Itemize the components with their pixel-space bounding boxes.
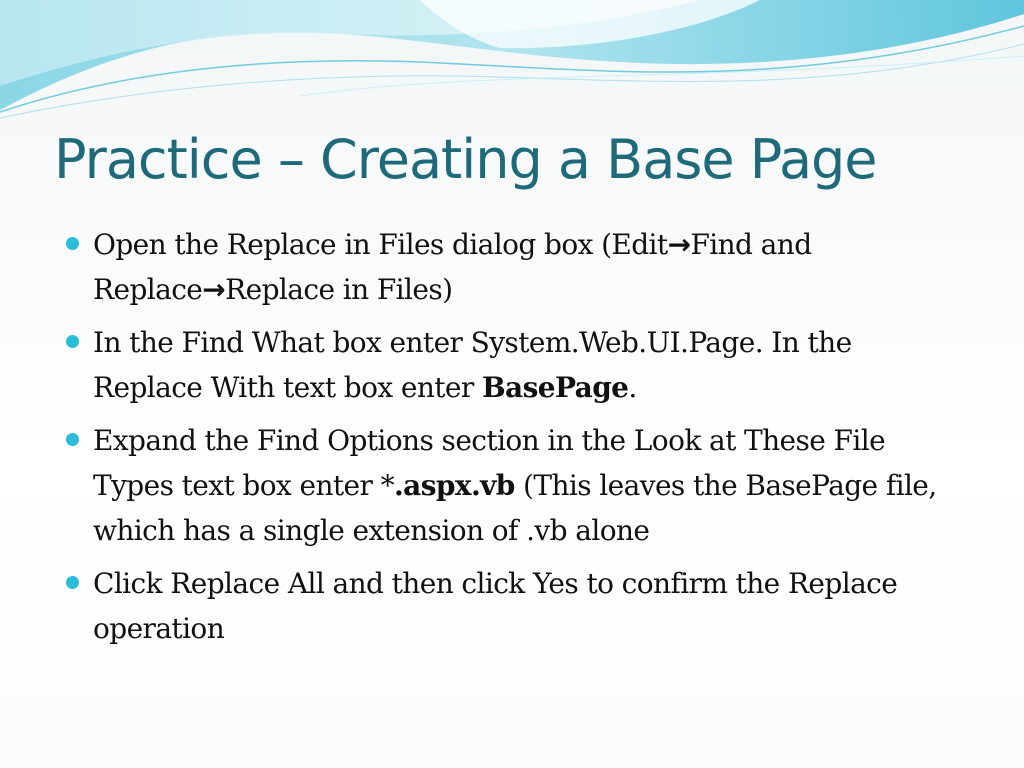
bullet-text: Open the Replace in Files dialog box (Edit	[93, 228, 668, 261]
bullet-bold-text: BasePage	[481, 371, 629, 404]
header-wave-decoration	[0, 0, 1024, 130]
bullet-text: In the Find What box enter System.Web.UI.Page. In the Replace With text box enter	[93, 326, 852, 404]
bullet-item-replace-in-files	[66, 222, 966, 312]
bullet-dot-icon	[66, 576, 79, 589]
bullet-bold-text: .aspx.vb	[394, 469, 515, 502]
bullet-dot-icon	[66, 335, 79, 348]
bullet-text: (This leaves the BasePage file, which has a single extension of .vb alone	[93, 469, 937, 547]
bullet-text: .	[628, 371, 637, 404]
right-arrow-icon: →	[667, 228, 691, 261]
bullet-text: Find and Replace	[93, 228, 812, 306]
bullet-item-replace-all	[66, 561, 966, 651]
slide-title: Practice – Creating a Base Page	[54, 128, 877, 191]
bullet-dot-icon	[66, 237, 79, 250]
bullet-dot-icon	[66, 433, 79, 446]
bullet-item-find-options	[66, 418, 966, 553]
bullet-item-find-what	[66, 320, 966, 410]
bullet-text: Expand the Find Options section in the Look at These File Types text box enter *	[93, 424, 886, 502]
bullet-text: Click Replace All and then click Yes to confirm the Replace operation	[93, 567, 898, 645]
bullet-text: Replace in Files)	[225, 273, 453, 306]
bullet-list	[66, 222, 966, 659]
right-arrow-icon: →	[202, 273, 226, 306]
